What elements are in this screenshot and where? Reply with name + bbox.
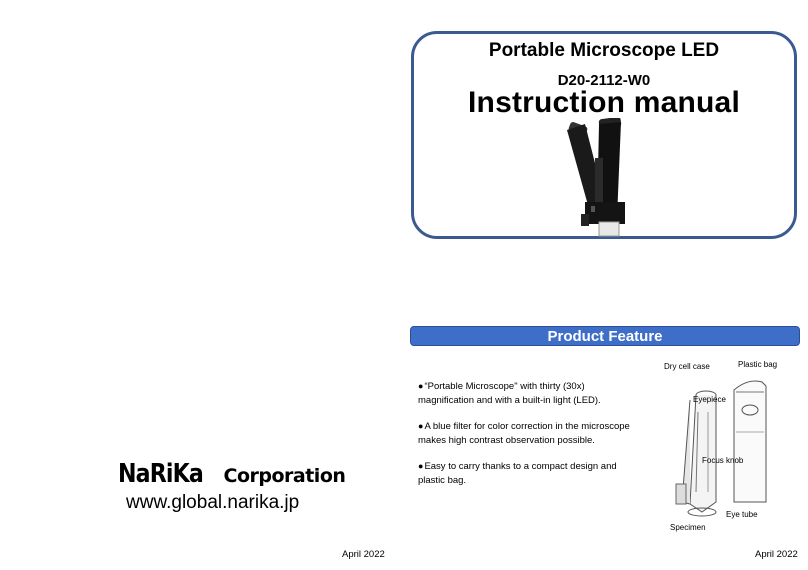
label-eyepiece: Eyepiece <box>693 395 726 404</box>
brand-suffix: Corporation <box>223 465 346 487</box>
bullet-icon: ● <box>418 461 424 471</box>
label-focus-knob: Focus knob <box>702 456 744 465</box>
feature-3-line2: plastic bag. <box>418 475 467 486</box>
product-feature-heading: Product Feature <box>547 328 663 345</box>
feature-1-line1: “Portable Microscope" with thirty (30x) <box>424 381 585 392</box>
model-number: D20-2112-W0 <box>557 72 651 89</box>
feature-3-line1: Easy to carry thanks to a compact design and <box>424 461 617 472</box>
product-title: Portable Microscope LED <box>488 40 720 61</box>
company-logo <box>118 459 345 489</box>
parts-diagram <box>662 352 790 536</box>
company-url[interactable]: www.global.narika.jp <box>126 492 300 513</box>
product-feature-banner <box>410 326 800 346</box>
manual-title: Instruction manual <box>468 86 740 119</box>
parts-diagram-drawing <box>662 352 790 536</box>
label-plastic-bag: Plastic bag <box>738 360 778 369</box>
feature-2-line1: A blue filter for color correction in the microscope <box>424 421 630 432</box>
microscope-photo <box>555 118 655 240</box>
bullet-icon: ● <box>418 421 424 431</box>
brand-name: NaRiKa <box>118 459 203 489</box>
feature-2-line2: makes high contrast observation possible. <box>418 435 595 446</box>
label-specimen: Specimen <box>670 523 706 532</box>
feature-bullet-2 <box>418 419 643 448</box>
feature-bullet-1 <box>418 379 643 408</box>
footer-date-right: April 2022 <box>755 549 798 560</box>
label-dry-cell-case: Dry cell case <box>664 362 710 371</box>
label-eye-tube: Eye tube <box>726 510 758 519</box>
feature-1-line2: magnification and with a built-in light (LED). <box>418 395 601 406</box>
footer-date-left: April 2022 <box>342 549 385 560</box>
feature-bullet-3 <box>418 459 643 488</box>
bullet-icon: ● <box>418 381 424 391</box>
